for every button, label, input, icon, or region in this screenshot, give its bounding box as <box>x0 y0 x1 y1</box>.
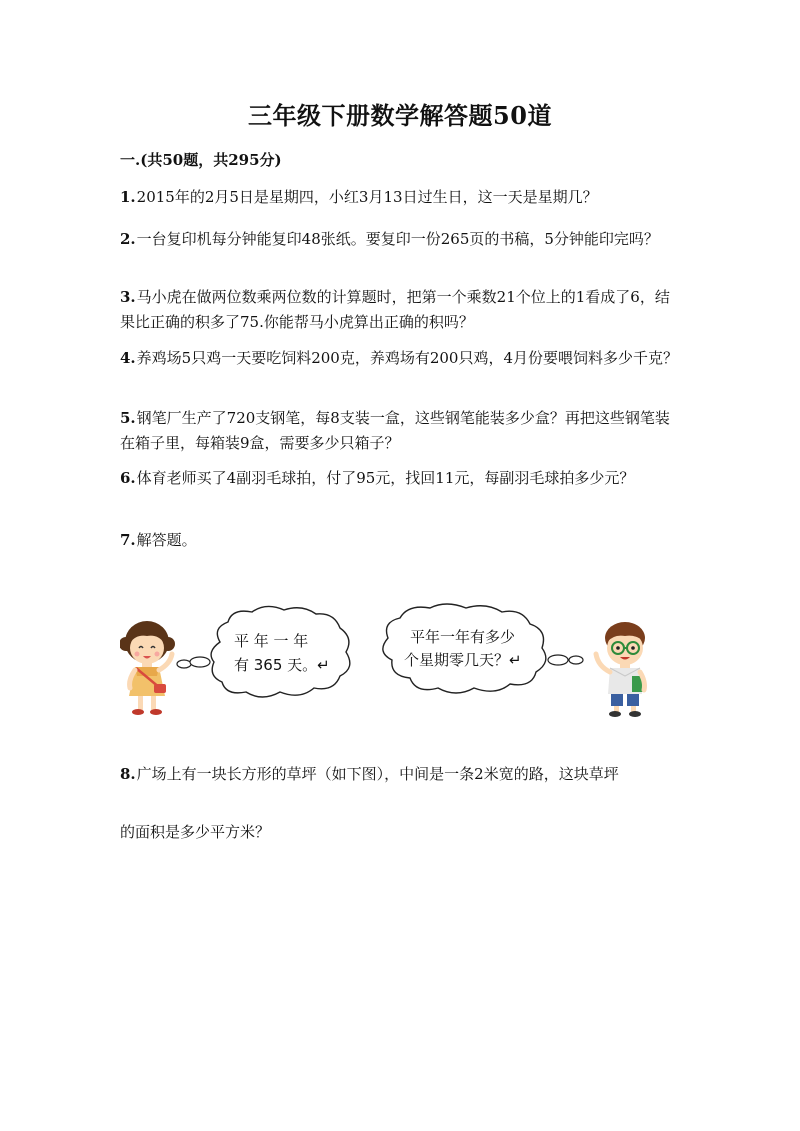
question-number: 2. <box>120 230 136 248</box>
boy-speech-bubble <box>383 604 546 693</box>
question-2 <box>120 227 680 252</box>
question-3 <box>120 285 680 335</box>
question-number: 1. <box>120 188 136 206</box>
question-number: 4. <box>120 349 136 367</box>
page-title: 三年级下册数学解答题50道 <box>248 101 552 130</box>
question-text: 马小虎在做两位数乘两位数的计算题时，把第一个乘数21个位上的1看成了6，结果比正确的积多了75.你能帮马小虎算出正确的积吗？ <box>120 288 670 331</box>
question-7 <box>120 528 680 553</box>
question-8-continued: 的面积是多少平方米？ <box>120 823 271 841</box>
question-text: 广场上有一块长方形的草坪（如下图），中间是一条2米宽的路，这块草坪 <box>136 765 619 783</box>
question-7-illustration <box>120 598 680 723</box>
boy-bubble-line-1: 平年一年有多少 <box>410 628 516 646</box>
question-5 <box>120 406 680 456</box>
question-text: 体育老师买了4副羽毛球拍，付了95元，找回11元，每副羽毛球拍多少元？ <box>136 469 635 487</box>
boy-bubble-trail <box>548 655 583 665</box>
question-text: 解答题。 <box>136 531 197 549</box>
question-text: 钢笔厂生产了720支钢笔，每8支装一盒，这些钢笔能装多少盒？再把这些钢笔装在箱子里，每箱装9盒，需要多少只箱子？ <box>120 409 670 452</box>
boy-illustration <box>596 622 645 717</box>
question-number: 7. <box>120 531 136 549</box>
girl-bubble-trail <box>177 657 210 668</box>
question-number: 3. <box>120 288 136 306</box>
question-number: 6. <box>120 469 136 487</box>
question-8 <box>120 762 680 787</box>
boy-bubble-line-2: 个星期零几天？↵ <box>404 651 522 669</box>
question-text: 养鸡场5只鸡一天要吃饲料200克，养鸡场有200只鸡，4月份要喂饲料多少千克？ <box>136 349 679 367</box>
section-header: 一.(共50题，共295分) <box>120 151 282 169</box>
girl-bubble-line-2: 有 365 天。↵ <box>234 656 330 674</box>
girl-speech-bubble <box>211 606 350 697</box>
question-text: 2015年的2月5日是星期四，小红3月13日过生日，这一天是星期几？ <box>136 188 598 206</box>
question-1 <box>120 185 680 210</box>
girl-illustration <box>120 621 175 715</box>
question-number: 8. <box>120 765 136 783</box>
girl-bubble-line-1: 平 年 一 年 <box>234 632 309 650</box>
question-4 <box>120 346 680 371</box>
question-6 <box>120 466 680 491</box>
question-text: 一台复印机每分钟能复印48张纸。要复印一份265页的书稿，5分钟能印完吗？ <box>136 230 659 248</box>
question-number: 5. <box>120 409 136 427</box>
